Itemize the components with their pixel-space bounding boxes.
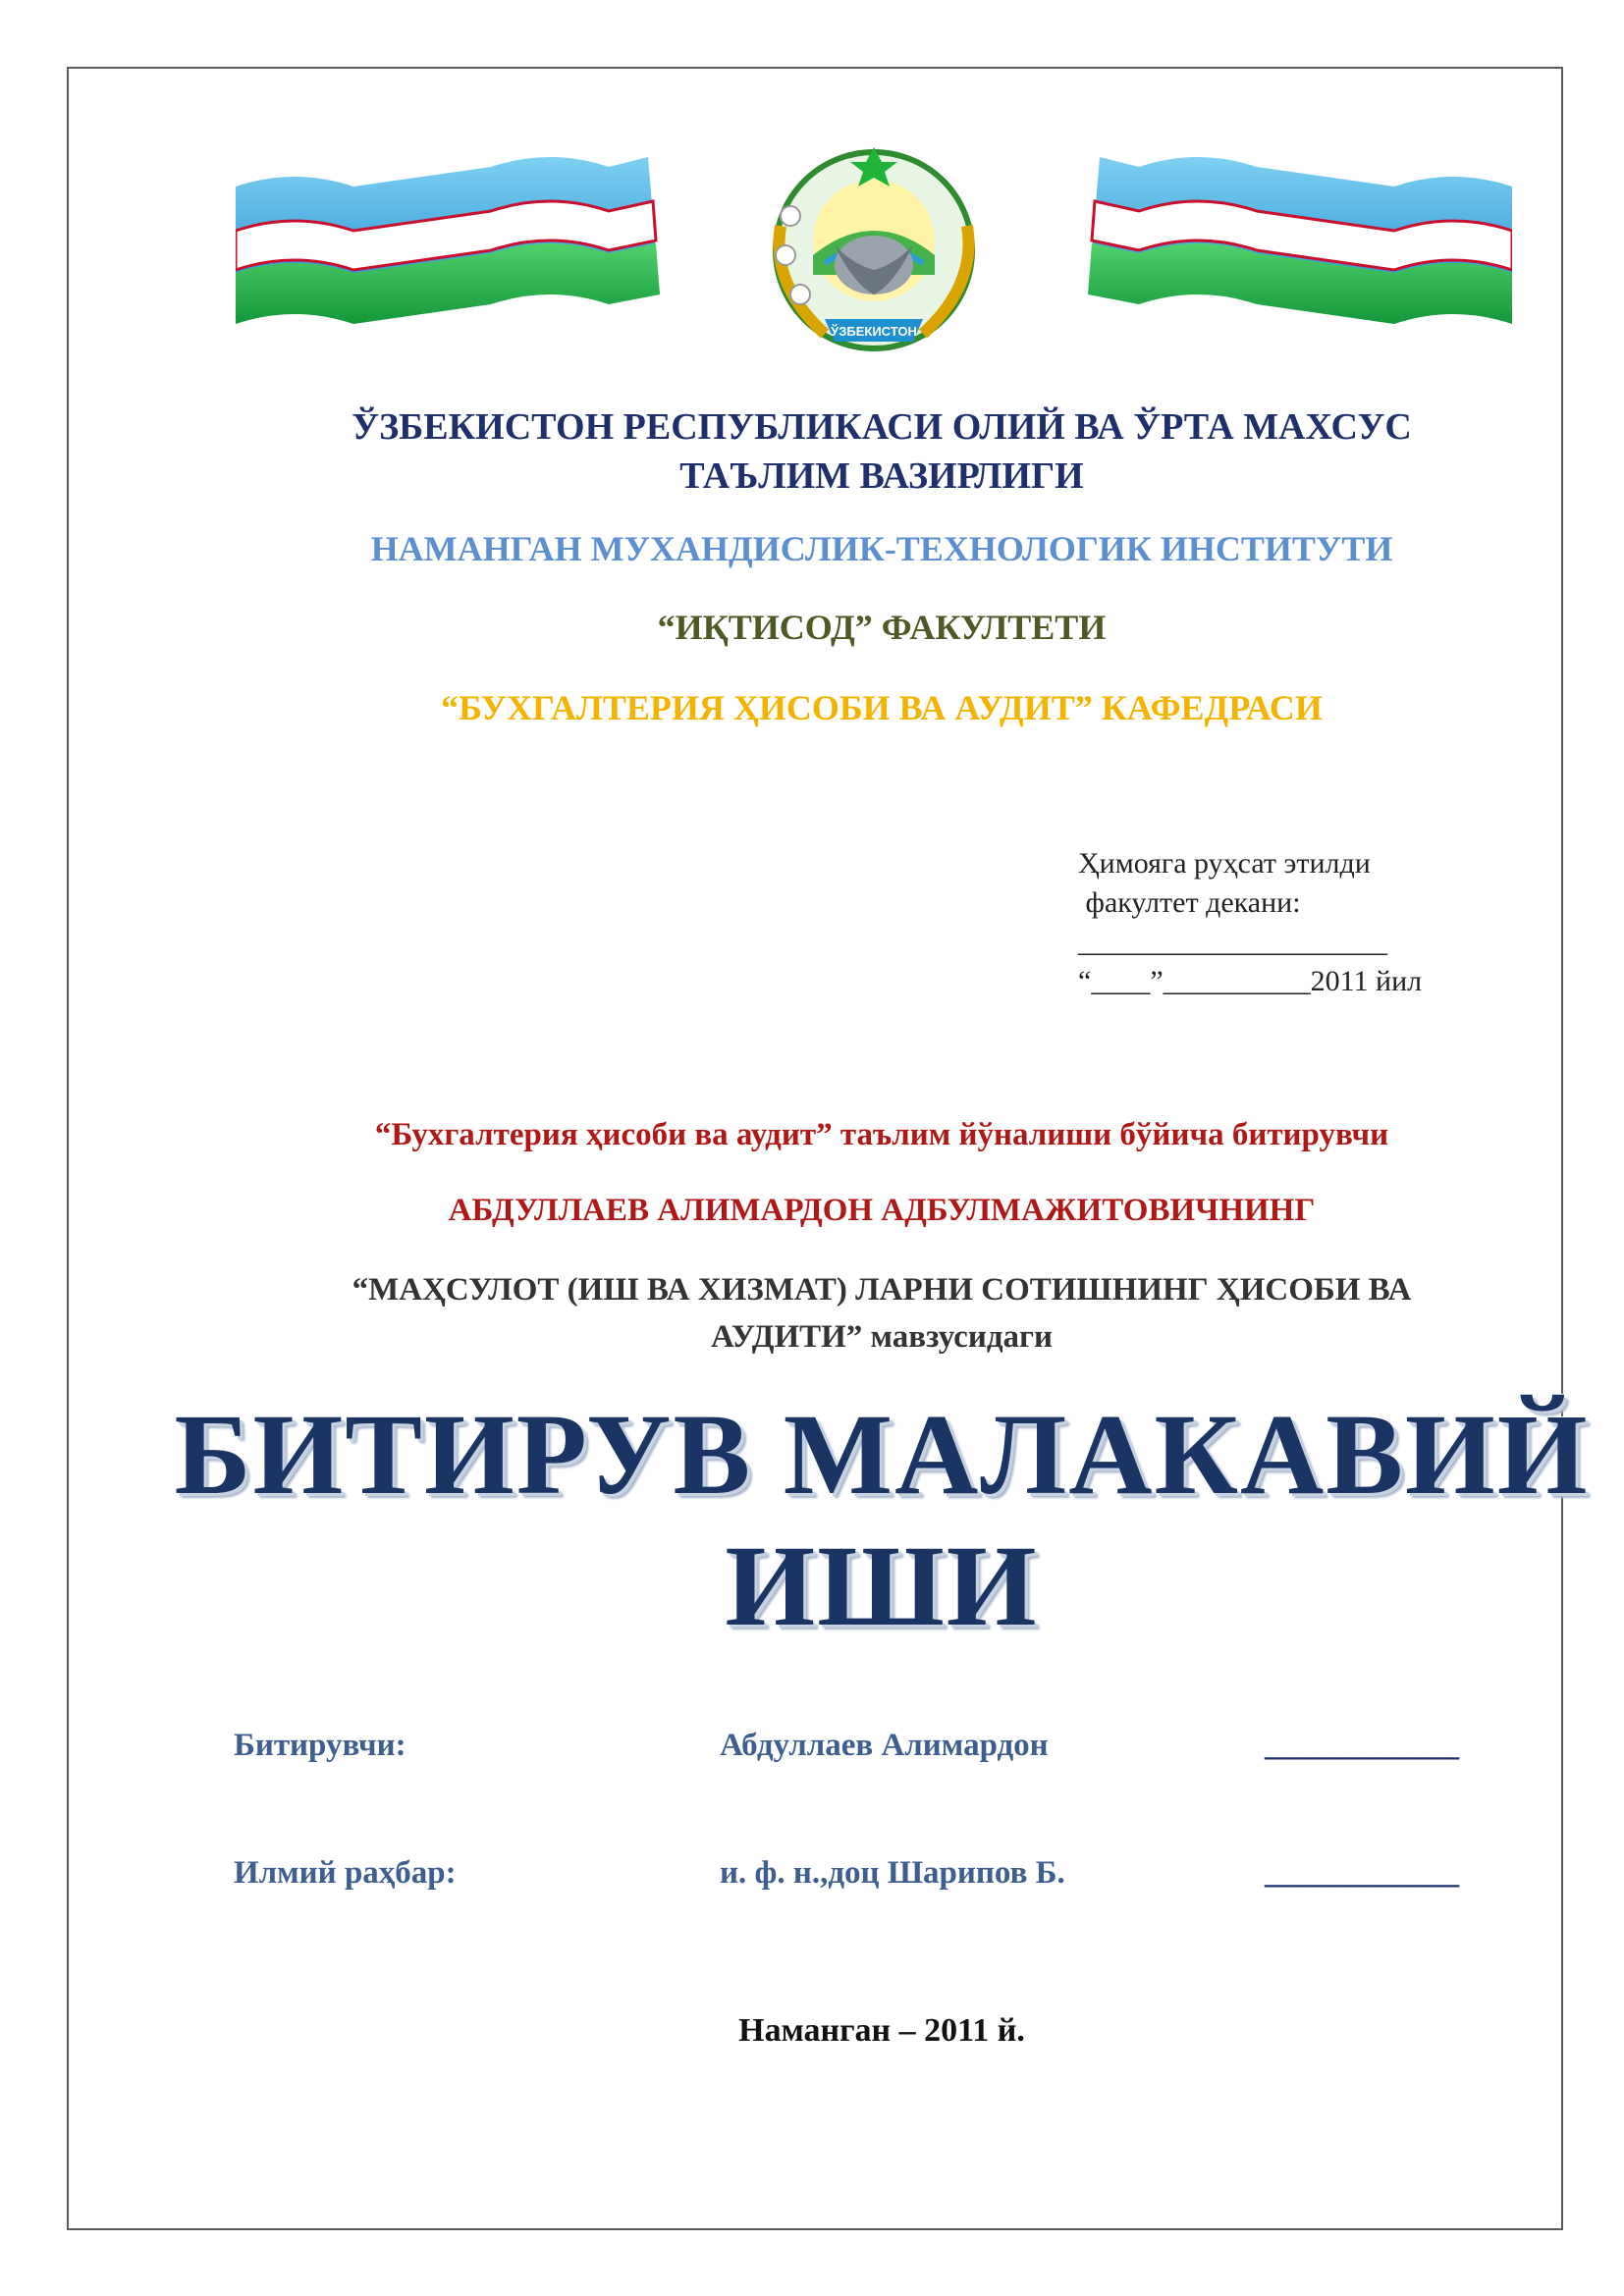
graduate-signature-line: ____________ bbox=[1265, 1728, 1459, 1763]
right-flag-ribbon bbox=[1088, 157, 1512, 324]
left-flag-ribbon bbox=[236, 157, 660, 324]
topic-line-1: “МАҲСУЛОТ (ИШ ВА ХИЗМАТ) ЛАРНИ СОТИШНИНГ ҲИСОБИ ВА bbox=[352, 1272, 1412, 1308]
department-title: “БУХГАЛТЕРИЯ ҲИСОБИ ВА АУДИТ” КАФЕДРАСИ bbox=[441, 688, 1323, 727]
approval-line-1: Ҳимояга руҳсат этилди bbox=[1078, 847, 1371, 880]
faculty-title: “ИҚТИСОД” ФАКУЛТЕТИ bbox=[657, 608, 1107, 647]
graduate-label: Битирувчи: bbox=[234, 1728, 406, 1763]
institute-title: НАМАНГАН МУХАНДИСЛИК-ТЕХНОЛОГИК ИНСТИТУТИ bbox=[370, 529, 1393, 568]
thesis-topic bbox=[145, 1266, 1618, 1361]
advisor-signature-line: ____________ bbox=[1265, 1855, 1459, 1891]
ministry-line-2: ТАЪЛИМ ВАЗИРЛИГИ bbox=[679, 455, 1084, 497]
state-emblem-icon bbox=[236, 147, 1512, 373]
dean-signature-line: _____________________ bbox=[1078, 926, 1387, 958]
approval-block bbox=[1078, 844, 1422, 1001]
advisor-label: Илмий раҳбар: bbox=[234, 1855, 457, 1891]
approval-date-line: “____”__________2011 йил bbox=[1078, 965, 1423, 997]
emblem-ribbon-text: ЎЗБЕКИСТОН bbox=[831, 324, 917, 339]
thesis-title-line-1: БИТИРУВ МАЛАКАВИЙ bbox=[174, 1390, 1590, 1519]
approval-line-2: факултет декани: bbox=[1078, 886, 1301, 919]
ministry-line-1: ЎЗБЕКИСТОН РЕСПУБЛИКАСИ ОЛИЙ ВА ЎРТА МАХСУС bbox=[352, 406, 1412, 448]
city-year: Наманган – 2011 й. bbox=[738, 2012, 1025, 2049]
author-name: АБДУЛЛАЕВ АЛИМАРДОН АДБУЛМАЖИТОВИЧНИНГ bbox=[448, 1193, 1316, 1228]
thesis-title bbox=[145, 1389, 1618, 1652]
emblem-center bbox=[776, 147, 972, 348]
thesis-title-line-2: ИШИ bbox=[725, 1522, 1039, 1650]
advisor-name: и. ф. н.,доц Шарипов Б. bbox=[720, 1855, 1065, 1891]
topic-line-2: АУДИТИ” мавзусидаги bbox=[710, 1319, 1054, 1355]
graduate-name: Абдуллаев Алимардон bbox=[720, 1728, 1049, 1763]
study-direction: “Бухгалтерия ҳисоби ва аудит” таълим йўналиши бўйича битирувчи bbox=[374, 1117, 1389, 1152]
ministry-title bbox=[145, 402, 1618, 501]
